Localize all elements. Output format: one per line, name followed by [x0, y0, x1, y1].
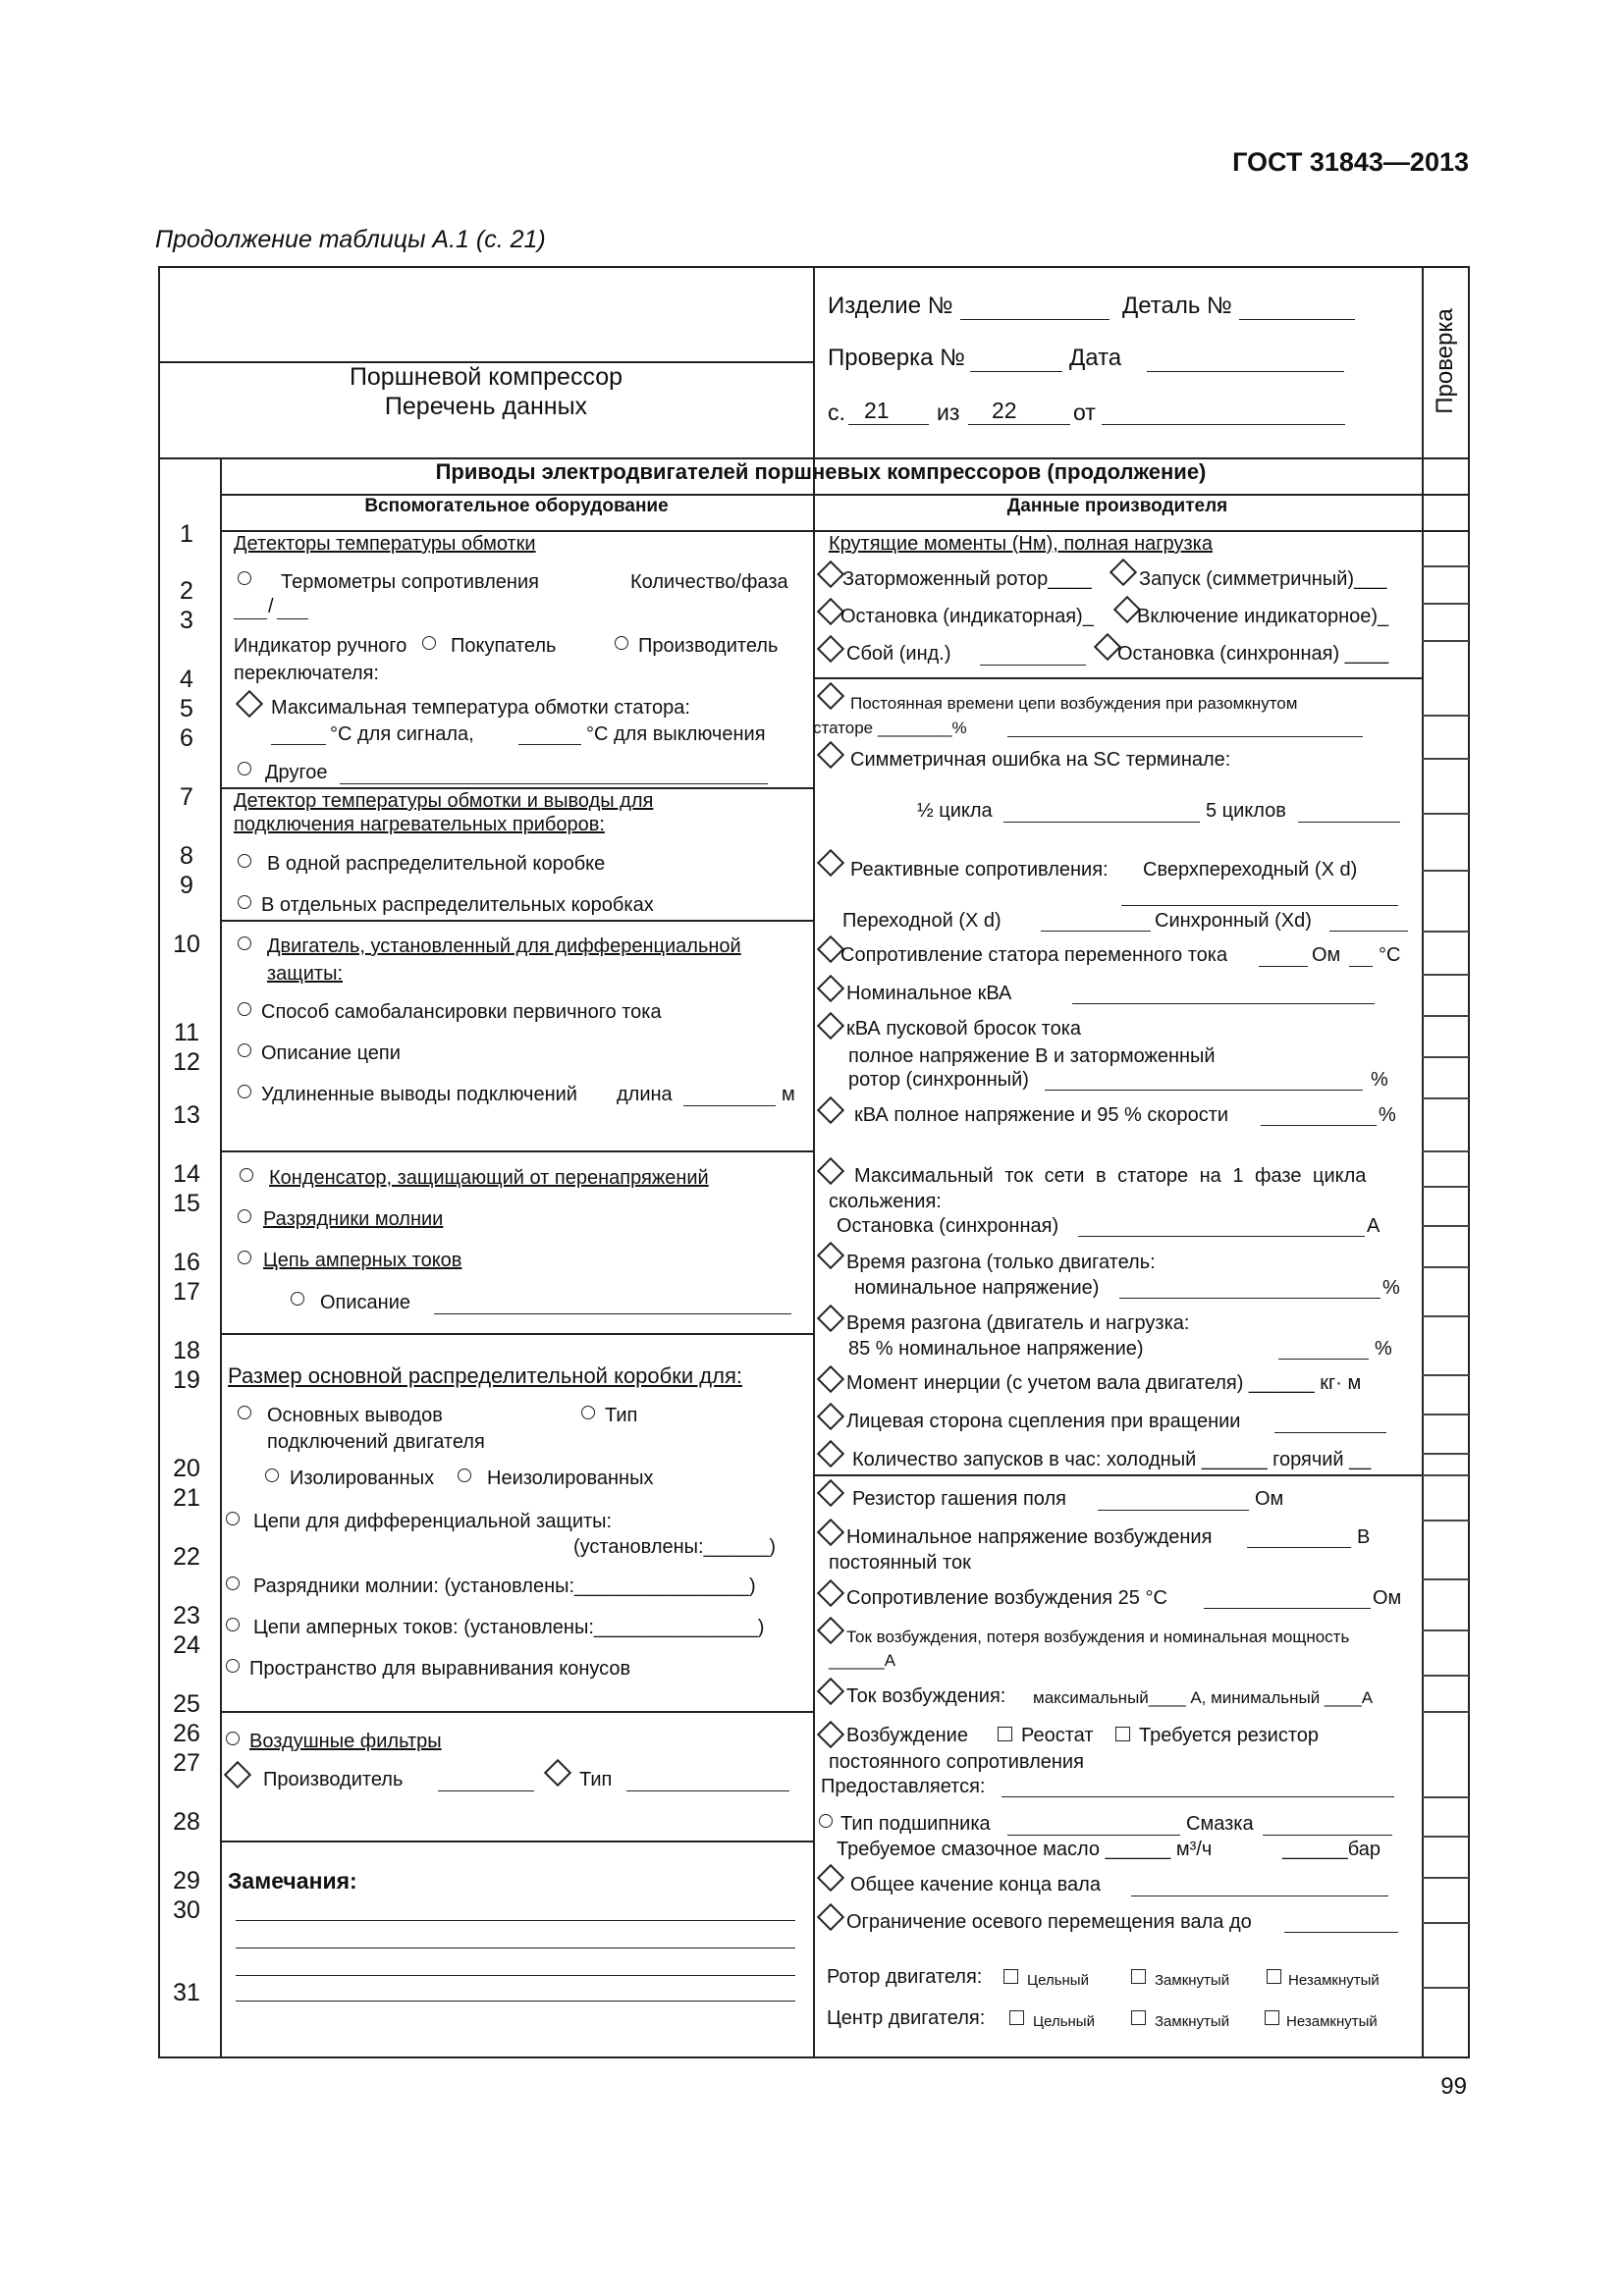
circuit-description-label: Описание цепи: [261, 1042, 401, 1064]
accel-time-load-label-2: 85 % номинальное напряжение): [848, 1338, 1144, 1360]
option-circle[interactable]: [238, 1085, 251, 1098]
option-circle[interactable]: [291, 1292, 304, 1306]
half-cycle-label: ½ цикла: [917, 800, 993, 822]
filter-type-field[interactable]: [626, 1790, 789, 1791]
check-number-field[interactable]: [970, 371, 1062, 372]
data-diamond-icon: [817, 1903, 844, 1931]
option-circle[interactable]: [238, 571, 251, 585]
description-field[interactable]: [434, 1313, 791, 1314]
date-label: Дата: [1069, 345, 1122, 371]
option-circle[interactable]: [226, 1576, 240, 1590]
shaft-end-float-label: Общее качение конца вала: [850, 1874, 1101, 1896]
cone-alignment-space-label: Пространство для выравнивания конусов: [249, 1658, 631, 1680]
winding-detector-heading-1: Детектор температуры обмотки и выводы для: [234, 790, 654, 812]
data-diamond-icon: [817, 635, 844, 663]
accel-time-load-label: Время разгона (двигатель и нагрузка:: [846, 1312, 1190, 1334]
accel-time-motor-label-2: номинальное напряжение): [854, 1277, 1100, 1299]
description-label: Описание: [320, 1292, 411, 1313]
center-open-checkbox[interactable]: [1265, 2010, 1279, 2025]
data-diamond-icon: [817, 1440, 844, 1468]
page-number: 99: [1440, 2073, 1467, 2100]
remarks-line[interactable]: [236, 1948, 795, 1949]
slip-label: скольжения:: [829, 1191, 942, 1212]
lightning-arresters-label: Разрядники молнии: [263, 1208, 444, 1230]
type-label: Тип: [605, 1405, 638, 1426]
quantity-separator: /: [268, 596, 274, 617]
lubrication-label: Смазка: [1186, 1813, 1254, 1835]
max-stator-temp-label: Максимальная температура обмотки статора:: [271, 697, 690, 719]
main-leads-label: Основных выводов: [267, 1405, 443, 1426]
option-circle[interactable]: [226, 1732, 240, 1745]
option-circle[interactable]: [615, 636, 628, 650]
option-circle[interactable]: [226, 1512, 240, 1525]
rotor-solid-checkbox[interactable]: [1003, 1969, 1018, 1984]
rheostat-label: Реостат: [1021, 1725, 1094, 1746]
stop-synchronous-label: Остановка (синхронная) ____: [1117, 643, 1389, 665]
self-balancing-method-label: Способ самобалансировки первичного тока: [261, 1001, 662, 1023]
remarks-line[interactable]: [236, 2001, 795, 2002]
option-circle[interactable]: [238, 1209, 251, 1223]
data-diamond-icon: [817, 975, 844, 1002]
check-number-label: Проверка №: [828, 345, 965, 371]
ohm-unit: Ом: [1312, 944, 1341, 966]
data-diamond-icon: [817, 1617, 844, 1644]
data-diamond-icon: [817, 1365, 844, 1393]
data-diamond-icon: [817, 561, 844, 588]
resistor-required-label: Требуется резистор: [1139, 1725, 1320, 1746]
page-prefix: с.: [828, 400, 845, 425]
excitation-current-label: Ток возбуждения:: [846, 1685, 1006, 1707]
check-column-label: Проверка: [1432, 308, 1458, 414]
moment-of-inertia-label: Момент инерции (с учетом вала двигателя) ______ кг· м: [846, 1372, 1362, 1394]
stop-indicative-label: Остановка (индикаторная)_: [840, 606, 1094, 627]
lightning-installed-label: Разрядники молнии: (установлены:________________): [253, 1575, 756, 1597]
inrush-kva-field[interactable]: [1045, 1090, 1363, 1091]
excitation-resistance-field[interactable]: [1204, 1608, 1371, 1609]
data-diamond-icon: [817, 1864, 844, 1892]
torques-heading: Крутящие моменты (Нм), полная нагрузка: [829, 533, 1213, 555]
junction-box-size-heading: Размер основной распределительной коробки для:: [228, 1363, 742, 1388]
excitation-resistance-label: Сопротивление возбуждения 25 °С: [846, 1587, 1167, 1609]
shutdown-temp-label: °С для выключения: [586, 723, 766, 745]
bearing-type-field[interactable]: [1007, 1835, 1180, 1836]
percent-unit: %: [1375, 1338, 1392, 1360]
data-diamond-icon: [817, 1157, 844, 1185]
meter-unit: м: [782, 1084, 795, 1105]
field-discharge-resistor-field[interactable]: [1098, 1510, 1249, 1511]
sc-error-label: Симметричная ошибка на SC терминале:: [850, 749, 1231, 771]
reactances-label: Реактивные сопротивления:: [850, 859, 1109, 881]
percent-unit: %: [1379, 1104, 1396, 1126]
synchronous-reactance-label: Синхронный (Xd): [1155, 910, 1312, 932]
remarks-line[interactable]: [236, 1975, 795, 1976]
field-discharge-resistor-label: Резистор гашения поля: [852, 1488, 1066, 1510]
rated-excitation-voltage-label: Номинальное напряжение возбуждения: [846, 1526, 1213, 1548]
start-symmetric-label: Запуск (симметричный)___: [1139, 568, 1387, 590]
provided-by-field[interactable]: [1001, 1796, 1394, 1797]
bar-field[interactable]: ______бар: [1282, 1839, 1380, 1860]
stator-percent-label: статоре ________%: [813, 719, 967, 737]
fault-indicative-label: Сбой (инд.): [846, 643, 951, 665]
motor-center-label: Центр двигателя:: [827, 2007, 986, 2029]
required-oil-label: Требуемое смазочное масло ______ м³/ч: [837, 1839, 1213, 1860]
rotor-open-label: Незамкнутый: [1288, 1972, 1380, 1989]
length-field[interactable]: [683, 1105, 776, 1106]
signal-temp-label: °С для сигнала,: [330, 723, 474, 745]
option-circle[interactable]: [265, 1468, 279, 1482]
axial-limit-field[interactable]: [1284, 1932, 1398, 1933]
section-title: Приводы электродвигателей поршневых компрессоров (продолжение): [435, 459, 1207, 484]
rated-kva-label: Номинальное кВА: [846, 983, 1012, 1004]
filter-manufacturer-label: Производитель: [263, 1769, 404, 1790]
constant-resistance-label: постоянного сопротивления: [829, 1751, 1084, 1773]
standard-number: ГОСТ 31843—2013: [1232, 147, 1469, 177]
stop-synchronous-current-label: Остановка (синхронная): [837, 1215, 1059, 1237]
option-circle[interactable]: [819, 1814, 833, 1828]
rheostat-checkbox[interactable]: [998, 1727, 1012, 1741]
max-line-current-label: Максимальный ток сети в статоре на 1 фазе цикла: [854, 1165, 1367, 1187]
item-number-label: Изделие №: [828, 293, 953, 319]
differential-installed-field[interactable]: (установлены:______): [573, 1536, 776, 1558]
option-circle[interactable]: [226, 1659, 240, 1673]
rotor-solid-label: Цельный: [1027, 1972, 1089, 1989]
differential-circuits-label: Цепи для дифференциальной защиты:: [253, 1511, 613, 1532]
winding-detector-heading-2: подключения нагревательных приборов:: [234, 814, 605, 835]
option-circle[interactable]: [238, 1251, 251, 1264]
inrush-kva-label-3: ротор (синхронный): [848, 1069, 1029, 1091]
differential-protection-heading-1: Двигатель, установленный для дифференциальной: [267, 935, 741, 957]
page-current: 21: [864, 398, 890, 423]
page-total: 22: [992, 398, 1017, 423]
field-time-constant-label: Постоянная времени цепи возбуждения при разомкнутом: [850, 694, 1298, 713]
manual-switch-indicator-label: Индикатор ручного: [234, 635, 407, 657]
other-field[interactable]: [340, 783, 768, 784]
center-closed-checkbox[interactable]: [1131, 2010, 1146, 2025]
column-header-right: Данные производителя: [1006, 496, 1228, 516]
subtransient-field[interactable]: [1121, 905, 1398, 906]
center-closed-label: Замкнутый: [1155, 2013, 1230, 2030]
fault-field[interactable]: [980, 665, 1086, 666]
page-of-label: из: [937, 400, 960, 425]
excitation-current-amp-field[interactable]: ______А: [829, 1651, 896, 1670]
rotor-closed-label: Замкнутый: [1155, 1972, 1230, 1989]
center-solid-label: Цельный: [1033, 2013, 1095, 2030]
data-diamond-icon: [817, 849, 844, 877]
quantity-field-2[interactable]: [277, 618, 308, 619]
transient-label: Переходной (X d): [842, 910, 1001, 932]
synchronous-reactance-field[interactable]: [1329, 931, 1408, 932]
form-title-line1: Поршневой компрессор: [349, 363, 623, 391]
data-diamond-icon: [817, 1721, 844, 1748]
kva-95-speed-label: кВА полное напряжение и 95 % скорости: [854, 1104, 1229, 1126]
five-cycles-field[interactable]: [1298, 822, 1400, 823]
data-diamond-icon: [817, 1305, 844, 1332]
resistance-thermometers-label: Термометры сопротивления: [281, 571, 539, 593]
form-title-line2: Перечень данных: [384, 393, 588, 420]
data-diamond-icon: [817, 1242, 844, 1269]
winding-temp-detectors-heading: Детекторы температуры обмотки: [234, 533, 536, 555]
option-circle[interactable]: [238, 854, 251, 868]
differential-protection-heading-2: защиты:: [267, 963, 344, 985]
ampere-installed-label: Цепи амперных токов: (установлены:_______________): [253, 1617, 765, 1638]
option-circle[interactable]: [238, 1002, 251, 1016]
ohm-unit: Ом: [1255, 1488, 1284, 1510]
excitation-current-range-label: максимальный____ А, минимальный ____А: [1033, 1688, 1374, 1707]
percent-unit: %: [1382, 1277, 1400, 1299]
quantity-field-1[interactable]: [234, 618, 267, 619]
axial-limit-label: Ограничение осевого перемещения вала до: [846, 1911, 1252, 1933]
transient-field[interactable]: [1041, 931, 1151, 932]
data-diamond-icon: [817, 1096, 844, 1124]
data-diamond-icon: [1110, 559, 1137, 586]
ohm-unit: Ом: [1373, 1587, 1402, 1609]
option-circle[interactable]: [458, 1468, 471, 1482]
data-diamond-icon: [544, 1759, 571, 1787]
inrush-kva-label-2: полное напряжение В и заторможенный: [848, 1045, 1216, 1067]
provided-by-label: Предоставляется:: [821, 1776, 986, 1797]
half-cycle-field[interactable]: [1003, 822, 1200, 823]
option-circle[interactable]: [422, 636, 436, 650]
option-circle[interactable]: [238, 762, 251, 775]
remarks-line[interactable]: [236, 1920, 795, 1921]
option-circle[interactable]: [226, 1618, 240, 1631]
locked-rotor-label: Заторможенный ротор____: [842, 568, 1092, 590]
extended-leads-label: Удлиненные выводы подключений: [261, 1084, 577, 1105]
column-header-left: Вспомогательное оборудование: [364, 496, 669, 516]
data-diamond-icon: [817, 1479, 844, 1507]
filter-type-label: Тип: [579, 1769, 613, 1790]
five-cycles-label: 5 циклов: [1206, 800, 1286, 822]
accel-time-motor-field[interactable]: [1119, 1298, 1380, 1299]
stop-synchronous-current-field[interactable]: [1078, 1236, 1365, 1237]
starts-per-hour-label: Количество запусков в час: холодный ______ горячий __: [852, 1449, 1372, 1470]
ampere-circuit-label: Цепь амперных токов: [263, 1250, 462, 1271]
surge-capacitor-label: Конденсатор, защищающий от перенапряжений: [269, 1167, 709, 1189]
coupling-face-label: Лицевая сторона сцепления при вращении: [846, 1411, 1241, 1432]
field-time-constant-field[interactable]: [1007, 736, 1363, 737]
rotor-open-checkbox[interactable]: [1267, 1969, 1281, 1984]
inrush-kva-label: кВА пусковой бросок тока: [846, 1018, 1082, 1040]
separate-junction-boxes-label: В отдельных распределительных коробках: [261, 894, 654, 916]
data-diamond-icon: [817, 1579, 844, 1607]
filter-manufacturer-field[interactable]: [438, 1790, 534, 1791]
buyer-label: Покупатель: [451, 635, 557, 657]
data-diamond-icon: [817, 1403, 844, 1430]
length-label: длина: [617, 1084, 673, 1105]
option-circle[interactable]: [238, 1406, 251, 1419]
insulated-label: Изолированных: [290, 1468, 435, 1489]
motor-connections-label: подключений двигателя: [267, 1431, 485, 1453]
resistor-required-checkbox[interactable]: [1115, 1727, 1130, 1741]
excitation-current-loss-label: Ток возбуждения, потеря возбуждения и номинальная мощность: [846, 1628, 1350, 1646]
kva-95-speed-field[interactable]: [1261, 1125, 1377, 1126]
coupling-face-field[interactable]: [1274, 1432, 1386, 1433]
air-filters-label: Воздушные фильтры: [249, 1731, 442, 1752]
rotor-closed-checkbox[interactable]: [1131, 1969, 1146, 1984]
manual-switch-indicator-label-2: переключателя:: [234, 663, 379, 684]
detail-number-field[interactable]: [1239, 319, 1355, 320]
data-diamond-icon: [817, 741, 844, 769]
stator-ac-resistance-label: Сопротивление статора переменного тока: [840, 944, 1228, 966]
rated-excitation-voltage-field[interactable]: [1247, 1547, 1351, 1548]
ampere-unit: А: [1367, 1215, 1380, 1237]
data-diamond-icon: [224, 1761, 251, 1789]
bearing-type-label: Тип подшипника: [840, 1813, 991, 1835]
option-circle[interactable]: [238, 936, 251, 950]
volt-unit: В: [1357, 1526, 1371, 1548]
excitation-label: Возбуждение: [846, 1725, 968, 1746]
center-solid-checkbox[interactable]: [1009, 2010, 1024, 2025]
data-diamond-icon: [817, 1678, 844, 1705]
detail-number-label: Деталь №: [1122, 293, 1232, 319]
item-number-field[interactable]: [960, 319, 1110, 320]
non-insulated-label: Неизолированных: [487, 1468, 654, 1489]
dc-label: постоянный ток: [829, 1552, 971, 1574]
quantity-per-phase-label: Количество/фаза: [630, 571, 788, 593]
option-circle[interactable]: [240, 1168, 253, 1182]
subtransient-label: Сверхпереходный (X d): [1143, 859, 1358, 881]
continuation-caption: Продолжение таблицы А.1 (с. 21): [155, 226, 546, 253]
accel-time-load-field[interactable]: [1278, 1359, 1369, 1360]
motor-rotor-label: Ротор двигателя:: [827, 1966, 983, 1988]
switch-on-indicative-label: Включение индикаторное)_: [1137, 606, 1389, 627]
celsius-unit: °С: [1379, 944, 1401, 966]
data-diamond-icon: [236, 690, 263, 718]
rated-kva-field[interactable]: [1072, 1003, 1375, 1004]
data-diamond-icon: [817, 1519, 844, 1546]
date-from-label: от: [1073, 400, 1096, 425]
one-junction-box-label: В одной распределительной коробке: [267, 853, 606, 875]
other-label: Другое: [265, 762, 328, 783]
option-circle[interactable]: [238, 1043, 251, 1057]
option-circle[interactable]: [238, 895, 251, 909]
stator-ac-resistance-field[interactable]: [1259, 966, 1308, 967]
percent-unit: %: [1371, 1069, 1388, 1091]
accel-time-motor-label: Время разгона (только двигатель:: [846, 1252, 1156, 1273]
lubrication-field[interactable]: [1263, 1835, 1392, 1836]
data-diamond-icon: [817, 1012, 844, 1040]
remarks-heading: Замечания:: [228, 1868, 357, 1894]
date-field[interactable]: [1147, 371, 1344, 372]
data-diamond-icon: [817, 682, 844, 710]
center-open-label: Незамкнутый: [1286, 2013, 1378, 2030]
manufacturer-label: Производитель: [638, 635, 779, 657]
option-circle[interactable]: [581, 1406, 595, 1419]
from-field[interactable]: [1102, 424, 1345, 425]
